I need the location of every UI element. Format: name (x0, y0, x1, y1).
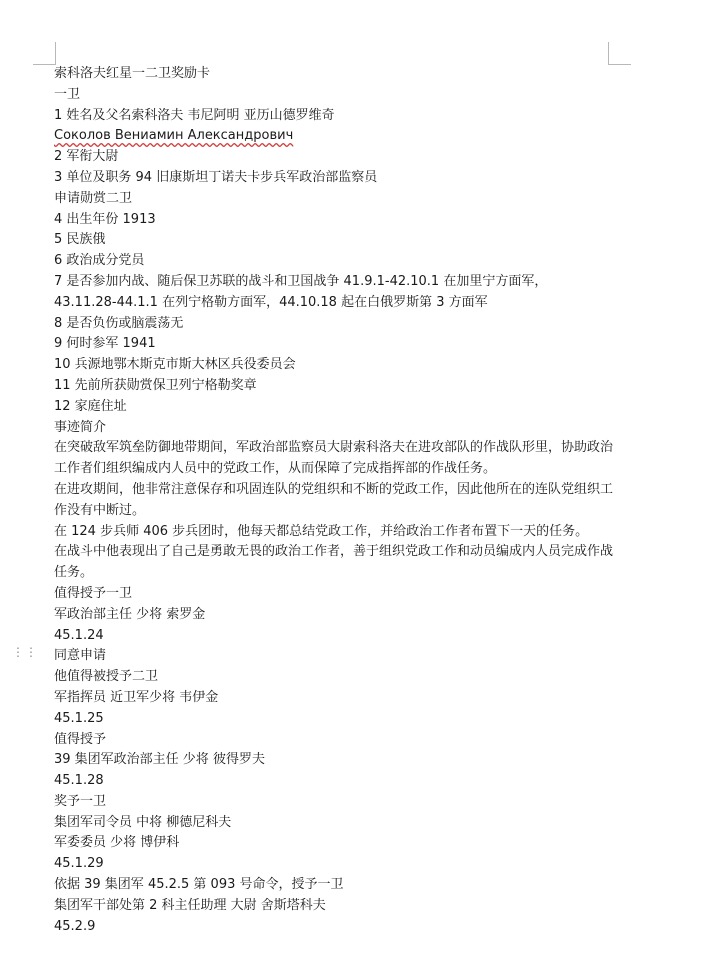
endorsement-2-date: 45.1.25 (54, 710, 104, 726)
order-date: 45.2.9 (54, 918, 96, 934)
margin-corner-top-left (33, 42, 56, 65)
field-party: 6 政治成分党员 (54, 253, 145, 269)
award-level: 一卫 (54, 86, 81, 102)
summary-heading: 事迹简介 (54, 419, 107, 435)
field-name: 1 姓名及父名索科洛夫 韦尼阿明 亚历山德罗维奇 (54, 107, 335, 123)
endorsement-3-date: 45.1.28 (54, 773, 104, 789)
decision-date: 45.1.29 (54, 856, 104, 872)
endorsement-1-signer: 军政治部主任 少将 索罗金 (54, 606, 206, 622)
field-nationality: 5 民族俄 (54, 232, 106, 248)
endorsement-2-text-2: 他值得被授予二卫 (54, 669, 159, 685)
summary-paragraph-4: 在战斗中他表现出了自己是勇敢无畏的政治工作者，善于组织党政工作和动员编成内人员完成作战任务。 (54, 544, 614, 581)
endorsement-2-text: 同意申请 (54, 648, 107, 664)
field-home-address: 12 家庭住址 (54, 398, 127, 414)
order-signer: 集团军干部处第 2 科主任助理 大尉 舍斯塔科夫 (54, 897, 326, 913)
field-birth-year: 4 出生年份 1913 (54, 211, 156, 227)
order-text: 依据 39 集团军 45.2.5 第 093 号命令，授予一卫 (54, 877, 344, 893)
field-war-service-cont: 43.11.28-44.1.1 在列宁格勒方面军，44.10.18 起在白俄罗斯第 3 方面军 (54, 294, 488, 310)
field-enlisted: 9 何时参军 1941 (54, 336, 156, 352)
endorsement-3-signer: 39 集团军政治部主任 少将 彼得罗夫 (54, 752, 265, 768)
paragraph-drag-handle-icon[interactable]: ⋮⋮ (12, 645, 38, 659)
endorsement-2-signer: 军指挥员 近卫军少将 韦伊金 (54, 689, 219, 705)
field-requested-award: 申请勋赏二卫 (54, 190, 133, 206)
field-draft-office: 10 兵源地鄂木斯克市斯大林区兵役委员会 (54, 357, 296, 373)
decision-text: 奖予一卫 (54, 793, 107, 809)
decision-signer-1: 集团军司令员 中将 柳德尼科夫 (54, 814, 232, 830)
summary-paragraph-2: 在进攻期间，他非常注意保存和巩固连队的党组织和不断的党政工作，因此他所在的连队党组织工作没有中断过。 (54, 481, 614, 518)
document-body[interactable] (54, 64, 614, 937)
document-title: 索科洛夫红星一二卫奖励卡 (54, 66, 211, 81)
summary-paragraph-3: 在 124 步兵师 406 步兵团时，他每天都总结党政工作，并给政治工作者布置下一天的任务。 (54, 523, 589, 539)
endorsement-3-text: 值得授予 (54, 731, 107, 747)
endorsement-1-text: 值得授予一卫 (54, 585, 133, 601)
endorsement-1-date: 45.1.24 (54, 627, 104, 643)
field-rank: 2 军衔大尉 (54, 149, 119, 165)
margin-corner-top-right (608, 42, 631, 65)
field-name-russian: Соколов Вениамин Александрович (54, 128, 294, 144)
decision-signer-2: 军委委员 少将 博伊科 (54, 835, 180, 851)
field-war-service: 7 是否参加内战、随后保卫苏联的战斗和卫国战争 41.9.1-42.10.1 在加里宁方面军， (54, 273, 548, 289)
field-unit: 3 单位及职务 94 旧康斯坦丁诺夫卡步兵军政治部监察员 (54, 169, 378, 185)
field-wounds: 8 是否负伤或脑震荡无 (54, 315, 184, 331)
summary-paragraph-1: 在突破敌军筑垒防御地带期间，军政治部监察员大尉索科洛夫在进攻部队的作战队形里，协助政治工作者们组织编成内人员中的党政工作，从而保障了完成指挥部的作战任务。 (54, 440, 614, 477)
field-prior-awards: 11 先前所获勋赏保卫列宁格勒奖章 (54, 377, 257, 393)
